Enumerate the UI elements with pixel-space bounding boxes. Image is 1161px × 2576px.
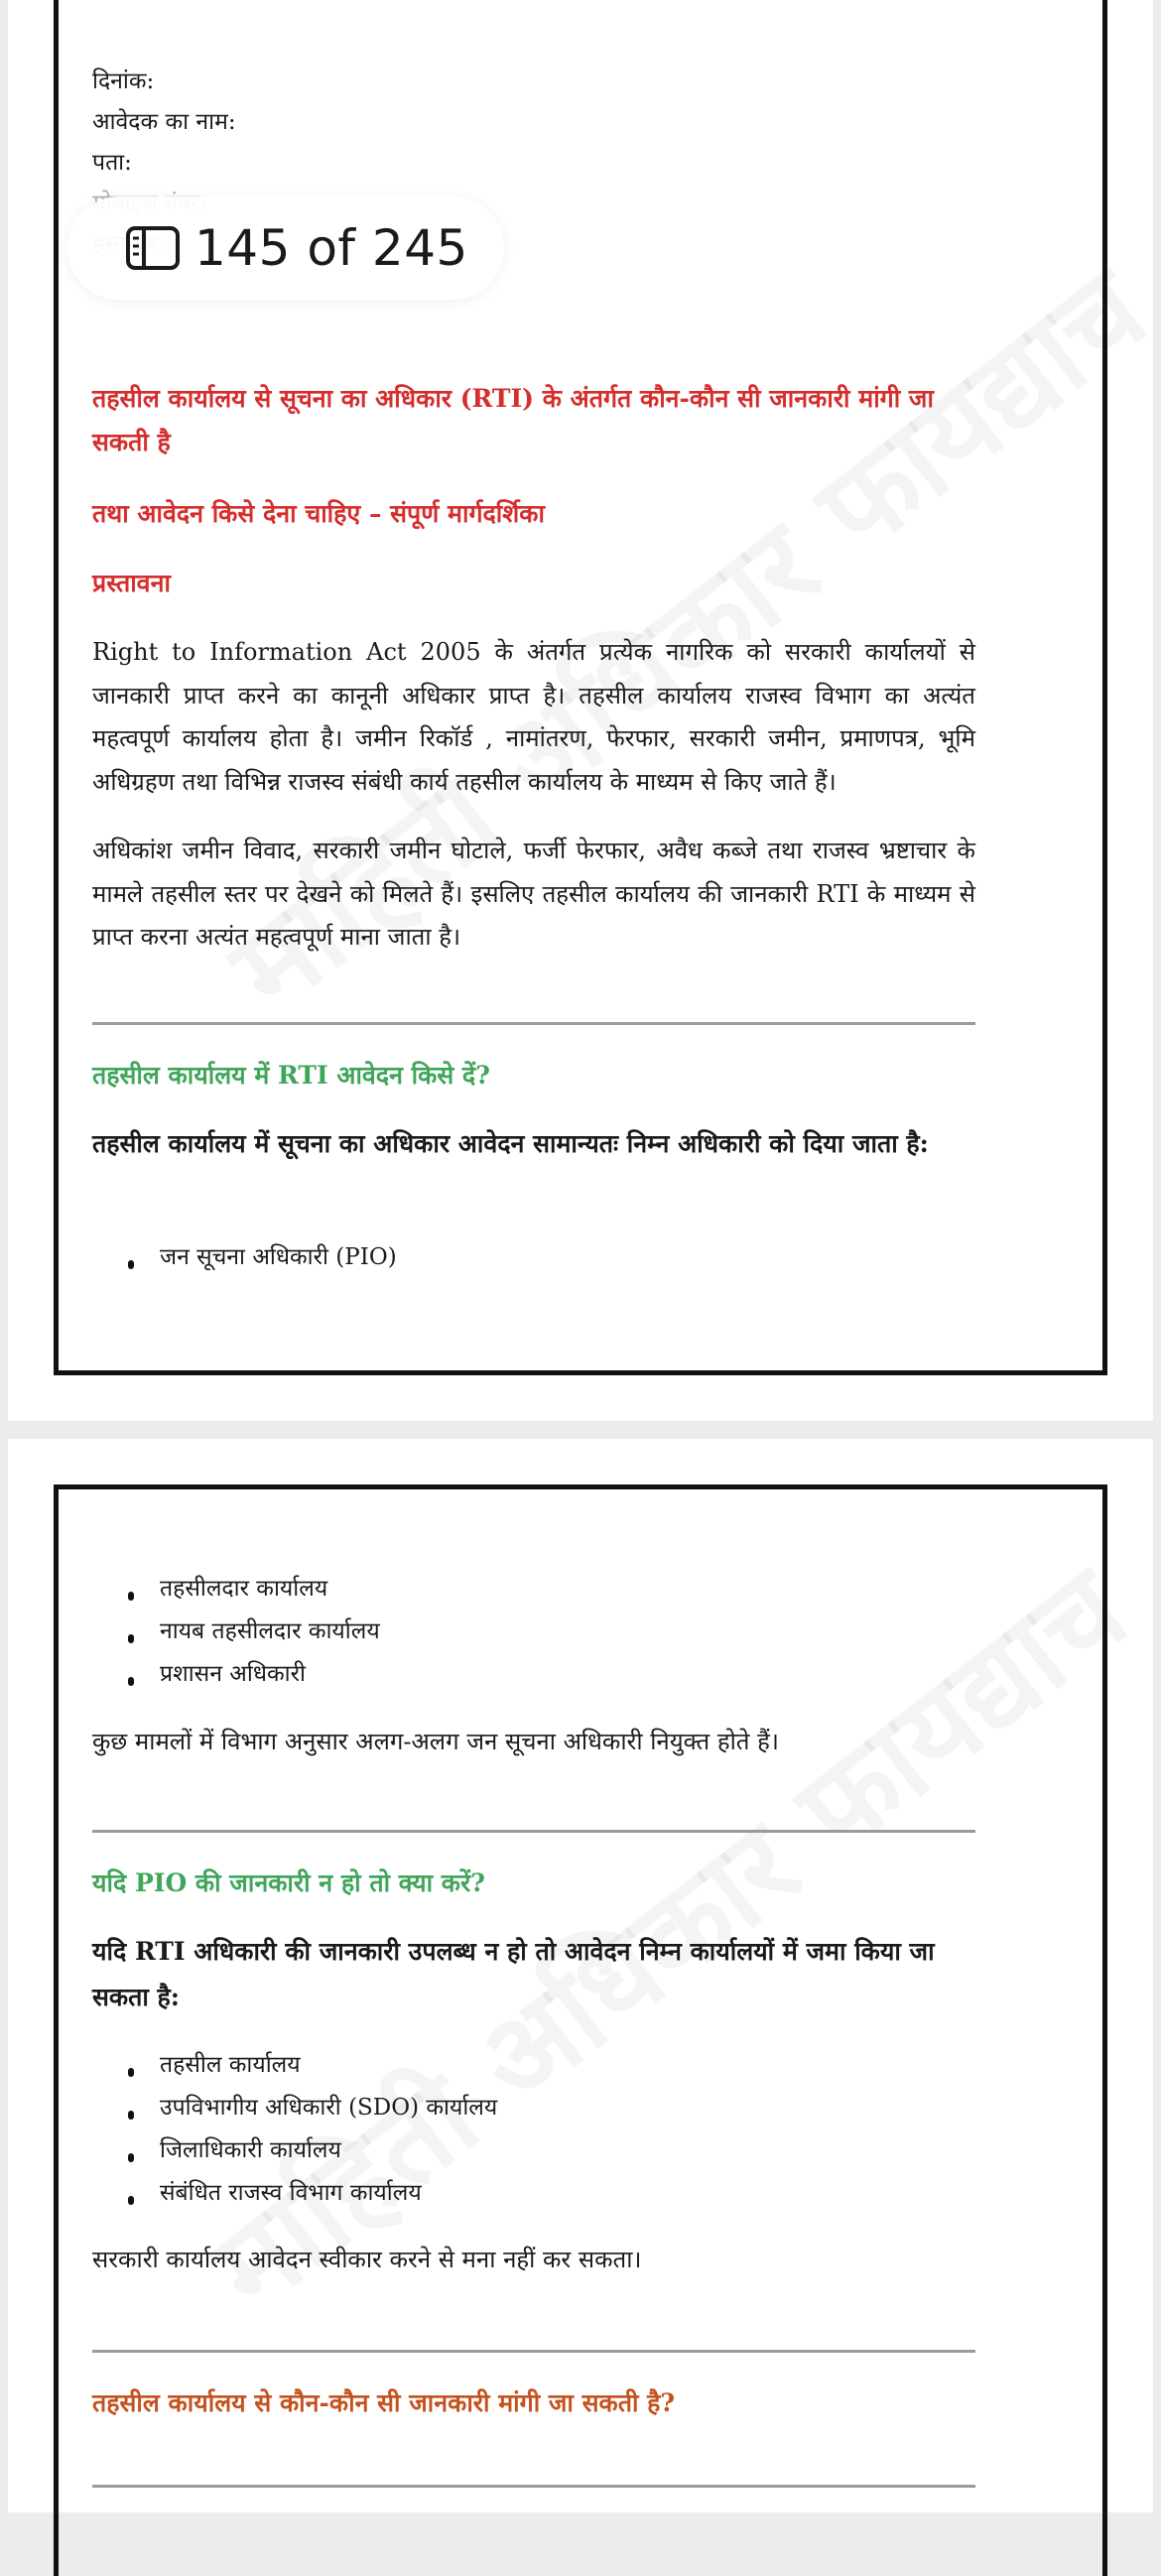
section1-list — [92, 1236, 975, 1279]
section-divider — [92, 1830, 975, 1833]
document-title-line-2: सकती है — [92, 428, 171, 456]
list-item: संबंधित राजस्व विभाग कार्यालय — [92, 2172, 975, 2215]
section-divider — [92, 2485, 975, 2488]
section1-list-continued — [92, 1568, 975, 1696]
list-item: तहसीलदार कार्यालय — [92, 1568, 975, 1610]
section3-heading: तहसील कार्यालय से कौन-कौन सी जानकारी मांगी जा सकती है? — [92, 2388, 676, 2417]
section1-note: कुछ मामलों में विभाग अनुसार अलग-अलग जन सूचना अधिकारी नियुक्त होते हैं। — [92, 1728, 779, 1755]
list-item: प्रशासन अधिकारी — [92, 1653, 975, 1696]
page-counter-label: 145 of 245 — [194, 219, 468, 277]
section1-heading: तहसील कार्यालय में RTI आवेदन किसे दें? — [92, 1061, 490, 1090]
list-item: उपविभागीय अधिकारी (SDO) कार्यालय — [92, 2087, 975, 2129]
intro-paragraph-2: अधिकांश जमीन विवाद, सरकारी जमीन घोटाले, फर्जी फेरफार, अवैध कब्जे तथा राजस्व भ्रष्टाचार के मामले तहसील स्तर पर देखने को मिलते हैं। इसलिए तहसील कार्यालय की जानकारी RTI के माध्यम से प्राप्त करना अत्यंत महत्वपूर्ण माना जाता है। — [92, 837, 975, 951]
section2-lead: यदि RTI अधिकारी की जानकारी उपलब्ध न हो तो आवेदन निम्न कार्यालयों में जमा किया जा सकता है: — [92, 1937, 935, 2011]
document-title-line-1: तहसील कार्यालय से सूचना का अधिकार (RTI) के अंतर्गत कौन-कौन सी जानकारी मांगी जा — [92, 384, 934, 413]
intro-heading: प्रस्तावना — [92, 569, 171, 597]
book-icon — [125, 225, 181, 271]
list-item: जन सूचना अधिकारी (PIO) — [92, 1236, 975, 1279]
section2-list — [92, 2044, 975, 2215]
list-item: जिलाधिकारी कार्यालय — [92, 2129, 975, 2172]
document-page-2 — [8, 1439, 1153, 2512]
page-counter — [67, 196, 504, 300]
intro-paragraph-1: Right to Information Act 2005 के अंतर्गत प्रत्येक नागरिक को सरकारी कार्यालयों से जानकारी प्राप्त करने का कानूनी अधिकार प्राप्त है। तहसील कार्यालय राजस्व विभाग का अत्यंत महत्वपूर्ण कार्यालय होता है। जमीन रिकॉर्ड , नामांतरण, फेरफार, सरकारी जमीन, प्रमाणपत्र, भूमि अधिग्रहण तथा विभिन्न राजस्व संबंधी कार्य तहसील कार्यालय के माध्यम से किए जाते हैं। — [92, 638, 975, 796]
applicant-name-field: आवेदक का नाम: — [92, 109, 236, 135]
document-subtitle: तथा आवेदन किसे देना चाहिए – संपूर्ण मार्गदर्शिका — [92, 499, 545, 528]
section1-lead: तहसील कार्यालय में सूचना का अधिकार आवेदन सामान्यतः निम्न अधिकारी को दिया जाता है: — [92, 1129, 929, 1158]
section2-heading: यदि PIO की जानकारी न हो तो क्या करें? — [92, 1868, 485, 1897]
list-item: नायब तहसीलदार कार्यालय — [92, 1610, 975, 1653]
section2-note: सरकारी कार्यालय आवेदन स्वीकार करने से मना नहीं कर सकता। — [92, 2246, 642, 2273]
list-item: तहसील कार्यालय — [92, 2044, 975, 2087]
date-field: दिनांक: — [92, 68, 155, 94]
section-divider — [92, 1022, 975, 1025]
section-divider — [92, 2350, 975, 2353]
address-field: पता: — [92, 150, 132, 176]
document-page-1 — [8, 0, 1153, 1421]
